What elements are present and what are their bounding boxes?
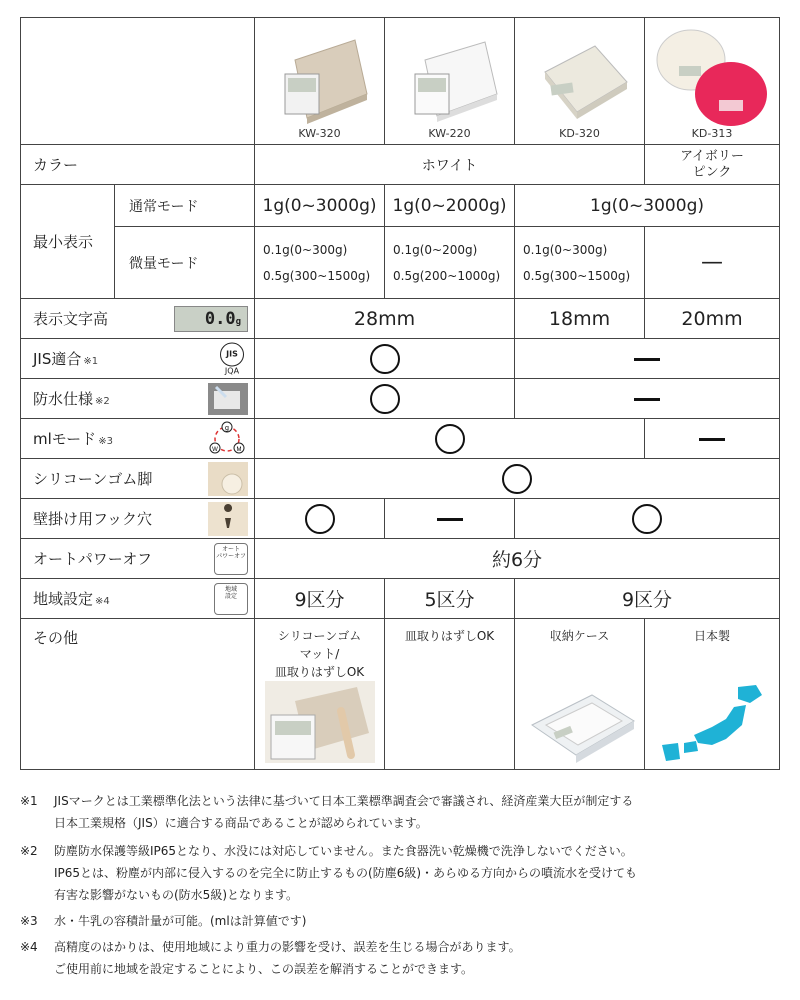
jis-badge-text: JIS — [220, 342, 244, 366]
micro-kw320 — [255, 227, 385, 299]
row-waterproof — [21, 379, 780, 419]
other-text: 収納ケース — [549, 629, 610, 643]
row-label: 防水仕様 — [33, 390, 94, 408]
kw320-scale-image — [255, 22, 385, 132]
footnote-line: 高精度のはかりは、使用地域により重力の影響を受け、誤差を生じる場合があります。 — [54, 940, 521, 954]
waterproof-kd — [515, 379, 780, 419]
region-setting-icon: 地域 設定 — [214, 583, 248, 615]
footnote-mark: ※2 — [20, 844, 38, 858]
kd320-scale-image — [515, 22, 645, 132]
footnote-line: JISマークとは工業標準化法という法律に基づいて日本工業標準調査会で審議され、経済産業大臣が制定する — [54, 794, 634, 808]
normal-kd: 1g(0~3000g) — [515, 185, 780, 227]
row-label: 表示文字高 — [33, 310, 109, 328]
footnote-mark: ※4 — [20, 940, 38, 954]
kd313-scale-image — [645, 22, 780, 132]
hook-kw220 — [385, 499, 515, 539]
row-label-cell — [21, 499, 255, 539]
normal-kw220: 1g(0~2000g) — [385, 185, 515, 227]
row-label-cell — [21, 459, 255, 499]
color-white: ホワイト — [255, 145, 645, 185]
product-kw220 — [385, 18, 515, 145]
char-height-kd313: 20mm — [645, 299, 780, 339]
japan-map-icon — [654, 681, 770, 763]
model-name: KW-220 — [428, 127, 471, 140]
micro-kd320 — [515, 227, 645, 299]
silicone-feet-all — [255, 459, 780, 499]
micro-value: 0.5g(200~1000g) — [393, 268, 501, 283]
no-dash-icon — [634, 358, 660, 361]
lcd-unit: g — [235, 316, 241, 327]
region-kw220: 5区分 — [385, 579, 515, 619]
svg-text:M: M — [236, 446, 242, 453]
row-label-cell — [21, 419, 255, 459]
row-label: カラー — [21, 145, 255, 185]
footnote-line: ご使用前に地域を設定することにより、この誤差を解消することができます。 — [54, 962, 474, 976]
lcd-digits: 0.0 — [204, 308, 236, 329]
footnote-1 — [20, 790, 780, 834]
row-label: その他 — [33, 629, 79, 647]
other-kd313 — [645, 619, 780, 770]
mode-cycle-icon — [206, 421, 248, 457]
other-text: 日本製 — [693, 629, 730, 643]
hook-hole-icon — [208, 502, 248, 536]
svg-text:g: g — [225, 424, 229, 432]
ml-mode-kd313 — [645, 419, 780, 459]
yes-circle-icon — [370, 384, 400, 414]
normal-mode-label: 通常モード — [115, 185, 255, 227]
product-kd320 — [515, 18, 645, 145]
row-label: JIS適合 — [33, 350, 82, 368]
char-height-kd320: 18mm — [515, 299, 645, 339]
micro-value: 0.1g(0~300g) — [263, 242, 348, 257]
yes-circle-icon — [502, 464, 532, 494]
jis-kw — [255, 339, 515, 379]
char-height-kw: 28mm — [255, 299, 515, 339]
no-dash-icon — [634, 398, 660, 401]
yes-circle-icon — [305, 504, 335, 534]
row-label: mlモード — [33, 430, 97, 448]
waterproof-kw — [255, 379, 515, 419]
jqa-text: JQA — [224, 366, 240, 375]
hook-kw320 — [255, 499, 385, 539]
row-label: 地域設定 — [33, 590, 94, 608]
jis-mark-icon — [220, 342, 244, 375]
other-text: シリコーンゴム マット/ 皿取りはずしOK — [274, 629, 365, 679]
row-label: 壁掛け用フック穴 — [33, 510, 152, 528]
no-dash-icon — [699, 438, 725, 441]
row-label-cell — [21, 539, 255, 579]
lcd-sample-icon — [174, 306, 248, 332]
footnote-line: 有害な影響がないもの(防水5級)となります。 — [54, 888, 299, 902]
footnote-mark: ※3 — [20, 914, 38, 928]
region-kd: 9区分 — [515, 579, 780, 619]
row-label-cell — [21, 339, 255, 379]
row-color — [21, 145, 780, 185]
footnotes — [20, 790, 780, 980]
micro-value: 0.1g(0~200g) — [393, 242, 478, 257]
row-ml-mode — [21, 419, 780, 459]
row-label: オートパワーオフ — [33, 550, 152, 568]
hook-kd — [515, 499, 780, 539]
footnote-line: 防塵防水保護等級IP65となり、水没には対応していません。また食器洗い乾燥機で洗浄しないでください。 — [54, 844, 633, 858]
product-kd313 — [645, 18, 780, 145]
storage-case-photo — [522, 681, 638, 763]
other-kw220 — [385, 619, 515, 770]
row-hook — [21, 499, 780, 539]
row-label-cell — [21, 299, 255, 339]
micro-mode-label: 微量モード — [115, 227, 255, 299]
footnote-line: 水・牛乳の容積計量が可能。(mlは計算値です) — [54, 914, 307, 928]
rubber-foot-icon — [208, 462, 248, 496]
footnote-4 — [20, 936, 780, 980]
row-min-display-micro — [21, 227, 780, 299]
normal-kw320: 1g(0~3000g) — [255, 185, 385, 227]
model-name: KW-320 — [298, 127, 341, 140]
row-jis — [21, 339, 780, 379]
footnote-line: 日本工業規格（JIS）に適合する商品であることが認められています。 — [54, 816, 428, 830]
auto-off-value: 約6分 — [255, 539, 780, 579]
row-silicone-feet — [21, 459, 780, 499]
model-name: KD-313 — [691, 127, 733, 140]
row-auto-off — [21, 539, 780, 579]
row-label-cell — [21, 579, 255, 619]
micro-value: 0.1g(0~300g) — [523, 242, 608, 257]
row-char-height — [21, 299, 780, 339]
auto-power-off-icon: オート パワーオフ — [214, 543, 248, 575]
no-dash-icon — [437, 518, 463, 521]
footnote-ref: ※4 — [95, 596, 110, 607]
footnote-mark: ※1 — [20, 794, 38, 808]
yes-circle-icon — [435, 424, 465, 454]
row-label-cell — [21, 619, 255, 770]
other-kd320 — [515, 619, 645, 770]
footnote-ref: ※1 — [83, 356, 99, 367]
row-label: 最小表示 — [21, 185, 115, 299]
kw220-scale-image — [385, 22, 515, 132]
svg-text:W: W — [212, 446, 218, 453]
footnote-ref: ※3 — [98, 436, 113, 447]
footnote-3 — [20, 910, 780, 932]
other-text: 皿取りはずしOK — [404, 629, 495, 643]
row-min-display-normal — [21, 185, 780, 227]
micro-value: 0.5g(300~1500g) — [263, 268, 371, 283]
silicone-mat-photo — [265, 681, 375, 763]
footnote-ref: ※2 — [95, 396, 110, 407]
header-row — [21, 18, 780, 145]
ml-mode-kw-kd320 — [255, 419, 645, 459]
product-kw320 — [255, 18, 385, 145]
comparison-table — [20, 17, 780, 770]
yes-circle-icon — [632, 504, 662, 534]
model-name: KD-320 — [559, 127, 600, 140]
region-kw320: 9区分 — [255, 579, 385, 619]
header-corner — [21, 18, 255, 145]
yes-circle-icon — [370, 344, 400, 374]
micro-value: 0.5g(300~1500g) — [523, 268, 631, 283]
micro-kw220 — [385, 227, 515, 299]
other-kw320 — [255, 619, 385, 770]
row-region — [21, 579, 780, 619]
row-other — [21, 619, 780, 770]
footnote-line: IP65とは、粉塵が内部に侵入するのを完全に防止するもの(防塵6級)・あらゆる方向からの噴流水を受けても — [54, 866, 638, 880]
micro-kd313: — — [645, 227, 780, 299]
jis-kd — [515, 339, 780, 379]
color-kd313: アイボリー ピンク — [645, 145, 780, 185]
row-label: シリコーンゴム脚 — [33, 470, 153, 488]
footnote-2 — [20, 840, 780, 906]
row-label-cell — [21, 379, 255, 419]
washing-photo-icon — [208, 383, 248, 415]
